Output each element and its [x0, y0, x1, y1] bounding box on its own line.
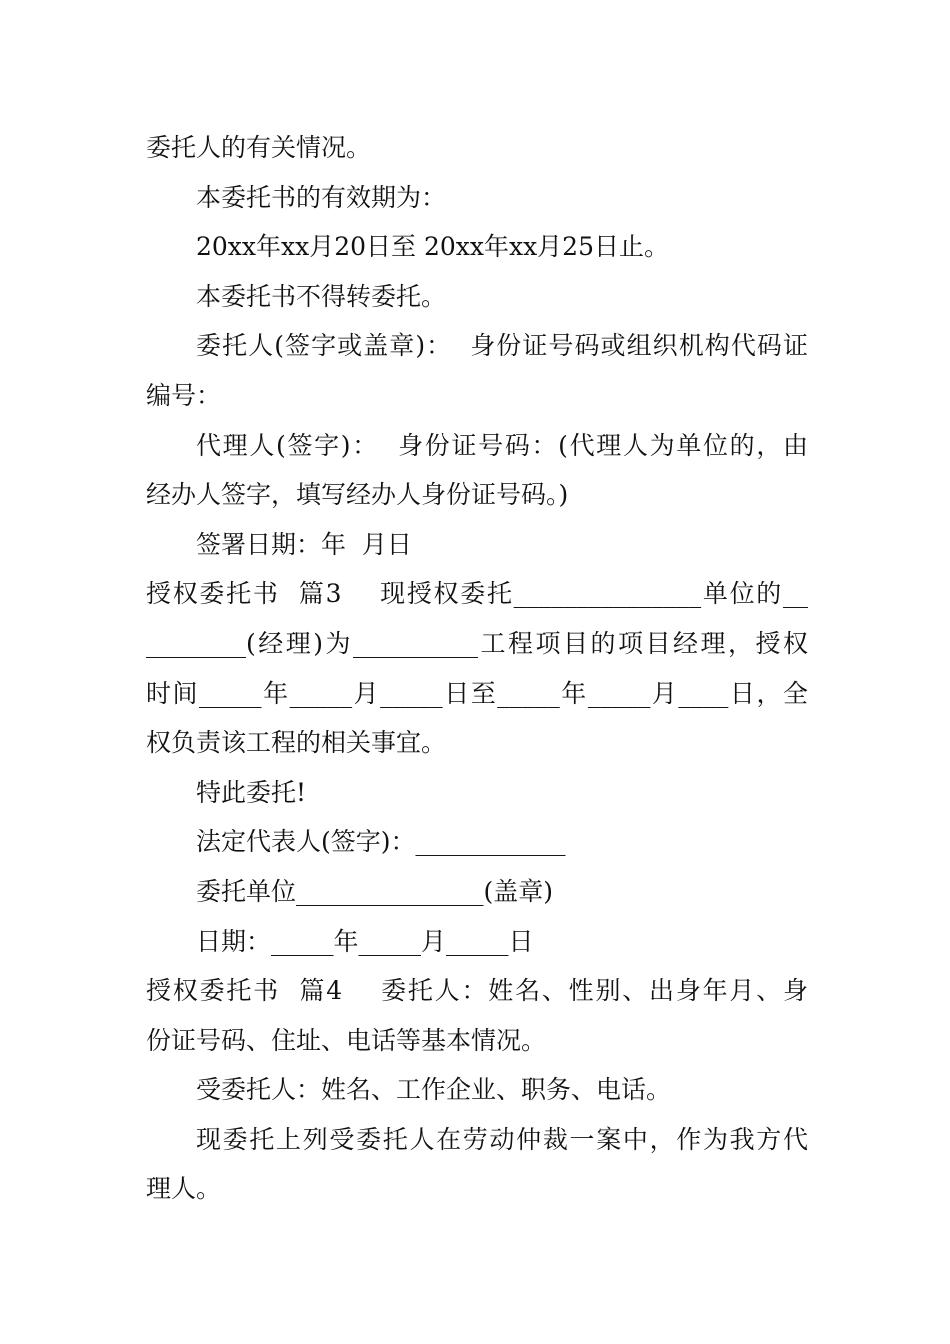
text-line: 本委托书的有效期为： [196, 182, 447, 212]
text-line: 经办人签字，填写经办人身份证号码。) [146, 480, 569, 510]
text-line: 编号： [146, 380, 222, 410]
section-heading-line: 授权委托书 篇3 现授权委托_______________单位的__ [146, 579, 808, 609]
text-line: 代理人(签字)： 身份证号码：(代理人为单位的，由 [196, 430, 808, 460]
text-line: 特此委托! [196, 777, 307, 807]
text-line: 理人。 [146, 1174, 222, 1204]
text-line: 法定代表人(签字)：____________ [196, 827, 566, 857]
text-line: 委托单位_______________(盖章) [196, 876, 554, 906]
text-line: 委托人的有关情况。 [146, 133, 372, 162]
text-line: 本委托书不得转委托。 [196, 281, 447, 311]
text-line: 委托人(签字或盖章)： 身份证号码或组织机构代码证 [196, 331, 808, 361]
text-line: 权负责该工程的相关事宜。 [146, 728, 447, 758]
document-body [146, 123, 808, 1214]
text-line: ________(经理)为__________工程项目的项目经理，授权 [146, 628, 808, 658]
text-line: 20xx年xx月20日至 20xx年xx月25日止。 [196, 232, 669, 262]
section-heading-line: 授权委托书 篇4 委托人：姓名、性别、出身年月、身 [146, 976, 808, 1006]
text-line: 受委托人：姓名、工作企业、职务、电话。 [196, 1075, 672, 1105]
text-line: 日期：_____年_____月_____日 [196, 926, 534, 956]
text-line: 签署日期：年 月日 [196, 529, 412, 559]
text-line: 时间_____年_____月_____日至_____年_____月____日，全 [146, 678, 808, 708]
text-line: 现委托上列受委托人在劳动仲裁一案中，作为我方代 [196, 1124, 808, 1154]
text-line: 份证号码、住址、电话等基本情况。 [146, 1025, 547, 1055]
